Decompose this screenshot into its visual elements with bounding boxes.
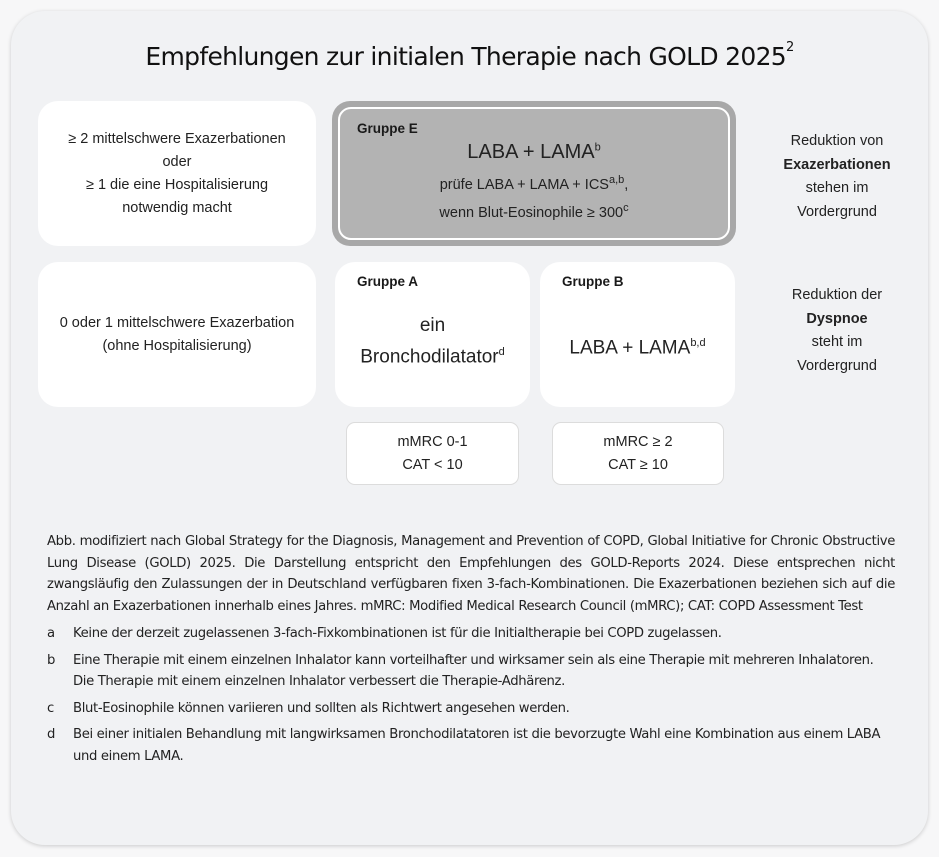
source-note: Abb. modifiziert nach Global Strategy for the Diagnosis, Management and Prevention of COPD, Global Initiative for Chronic Obstructive Lung Disease (GOLD) 2025. Die Darstellung entspricht den Empfehlungen des GOLD-Reports 2024. Diese entsprechen nicht zwangsläufig den Zulassungen der in Deutschland verfügbaren fixen 3-fach-Kombinationen. Die Exazerbationen beziehen sich auf die Anzahl an Exazerbationen innerhalb eines Jahres. mMRC: Modified Medical Research Council (mMRC); CAT: COPD Assessment Test bbox=[47, 534, 895, 614]
group-b-label: Gruppe B bbox=[562, 274, 624, 289]
group-e-box bbox=[332, 101, 736, 246]
group-a-box bbox=[335, 262, 530, 407]
group-a-label: Gruppe A bbox=[357, 274, 419, 289]
footnote-a: a Keine der derzeit zugelassenen 3-fach-Fixkombinationen ist für die Initialtherapie bei COPD zugelassen. bbox=[47, 626, 722, 641]
footnote-c: c Blut-Eosinophile können variieren und sollten als Richtwert angesehen werden. bbox=[47, 700, 570, 716]
group-e-label: Gruppe E bbox=[357, 121, 418, 136]
goal-exacerbation: Reduktion von Exazerbationen stehen im Vordergrund bbox=[783, 133, 891, 220]
figure-notes bbox=[47, 531, 895, 772]
footnote-b: b Eine Therapie mit einem einzelnen Inhalator kann vorteilhafter und wirksamer sein als eine Therapie mit mehreren Inhalatoren. Die Therapie mit einem einzelnen Inhalator verbessert die Therapie-Adhärenz. bbox=[47, 652, 874, 689]
condition-box-high-exacerbation: ≥ 2 mittelschwere Exazerbationen oder ≥ 1 die eine Hospitalisierung notwendig macht bbox=[38, 101, 316, 246]
title-superscript: 2 bbox=[786, 40, 794, 55]
footnote-d: d Bei einer initialen Behandlung mit langwirksamen Bronchodilatatoren ist die bevorzugte Wahl eine Kombination aus einem LABA und einem LAMA. bbox=[47, 727, 881, 764]
group-b-recommendation: LABA + LAMA$^{b,d}$ bbox=[569, 337, 706, 359]
criteria-box-high-symptoms: mMRC ≥ 2 CAT ≥ 10 bbox=[552, 422, 724, 485]
group-e-option: prüfe LABA + LAMA + ICS$^{a,b}$, wenn Blut-Eosinophile ≥ $300^c$ bbox=[439, 174, 629, 221]
figure-title: Empfehlungen zur initialen Therapie nach GOLD 2025$^2$ bbox=[145, 40, 794, 71]
criteria-box-low-symptoms: mMRC 0-1 CAT < 10 bbox=[346, 422, 519, 485]
condition-box-low-exacerbation: 0 oder 1 mittelschwere Exazerbation (ohne Hospitalisierung) bbox=[38, 262, 316, 407]
group-e-recommendation: LABA + $LAMA^b$ bbox=[467, 141, 601, 163]
goal-dyspnoea: Reduktion der Dyspnoe steht im Vordergrund bbox=[791, 287, 883, 374]
group-b-box bbox=[540, 262, 735, 407]
group-a-recommendation: ein Bronchodilatator$^d$ bbox=[360, 315, 505, 368]
